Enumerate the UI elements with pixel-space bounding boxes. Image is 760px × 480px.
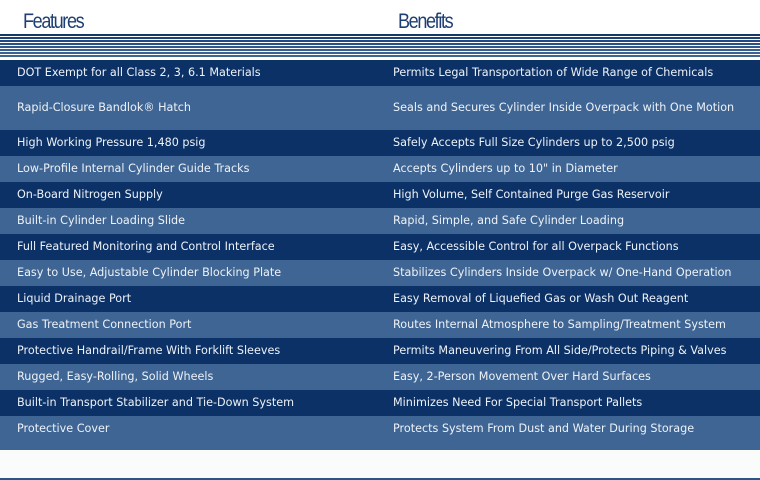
benefit-cell: Stabilizes Cylinders Inside Overpack w/ One-Hand Operation: [393, 266, 732, 279]
feature-cell: Easy to Use, Adjustable Cylinder Blocking Plate: [17, 266, 282, 279]
feature-cell: Low-Profile Internal Cylinder Guide Tracks: [17, 162, 250, 175]
benefit-cell: Safely Accepts Full Size Cylinders up to 2,500 psig: [393, 136, 675, 149]
feature-cell: Gas Treatment Connection Port: [17, 318, 192, 331]
feature-cell: Liquid Drainage Port: [17, 292, 132, 305]
table-bottom-band: [0, 440, 760, 450]
feature-cell: DOT Exempt for all Class 2, 3, 6.1 Materials: [17, 66, 261, 79]
table-row: [0, 260, 760, 286]
feature-cell: High Working Pressure 1,480 psig: [17, 136, 206, 149]
table-row: [0, 312, 760, 338]
table-row: [0, 130, 760, 156]
table-row: [0, 286, 760, 312]
benefits-heading: Benefits: [398, 10, 453, 33]
benefit-cell: Minimizes Need For Special Transport Pallets: [393, 396, 643, 409]
table-header: [0, 0, 760, 36]
benefit-cell: Protects System From Dust and Water During Storage: [393, 422, 695, 435]
feature-cell: Full Featured Monitoring and Control Interface: [17, 240, 275, 253]
table-row: [0, 86, 760, 130]
benefit-cell: High Volume, Self Contained Purge Gas Reservoir: [393, 188, 670, 201]
table-row: [0, 416, 760, 442]
feature-cell: Protective Cover: [17, 422, 110, 435]
benefit-cell: Permits Legal Transportation of Wide Range of Chemicals: [393, 66, 714, 79]
benefit-cell: Permits Maneuvering From All Side/Protects Piping & Valves: [393, 344, 727, 357]
table-row: [0, 60, 760, 86]
table-row: [0, 364, 760, 390]
benefit-cell: Accepts Cylinders up to 10" in Diameter: [393, 162, 618, 175]
benefit-cell: Rapid, Simple, and Safe Cylinder Loading: [393, 214, 625, 227]
benefit-cell: Easy, Accessible Control for all Overpack Functions: [393, 240, 679, 253]
footer-area: [0, 450, 760, 478]
table-row: [0, 338, 760, 364]
table-row: [0, 182, 760, 208]
benefit-cell: Easy Removal of Liquefied Gas or Wash Out Reagent: [393, 292, 689, 305]
feature-cell: Rapid-Closure Bandlok® Hatch: [17, 101, 192, 114]
table-row: [0, 208, 760, 234]
table-row: [0, 234, 760, 260]
feature-cell: On-Board Nitrogen Supply: [17, 188, 163, 201]
feature-cell: Protective Handrail/Frame With Forklift Sleeves: [17, 344, 281, 357]
feature-cell: Built-in Cylinder Loading Slide: [17, 214, 186, 227]
feature-cell: Built-in Transport Stabilizer and Tie-Down System: [17, 396, 294, 409]
features-benefits-table: [0, 60, 760, 442]
header-stripe-bands: [0, 34, 760, 60]
table-row: [0, 390, 760, 416]
benefit-cell: Seals and Secures Cylinder Inside Overpack with One Motion: [393, 101, 735, 114]
benefit-cell: Easy, 2-Person Movement Over Hard Surfaces: [393, 370, 651, 383]
benefit-cell: Routes Internal Atmosphere to Sampling/Treatment System: [393, 318, 726, 331]
features-heading: Features: [23, 10, 84, 33]
table-row: [0, 156, 760, 182]
feature-cell: Rugged, Easy-Rolling, Solid Wheels: [17, 370, 214, 383]
